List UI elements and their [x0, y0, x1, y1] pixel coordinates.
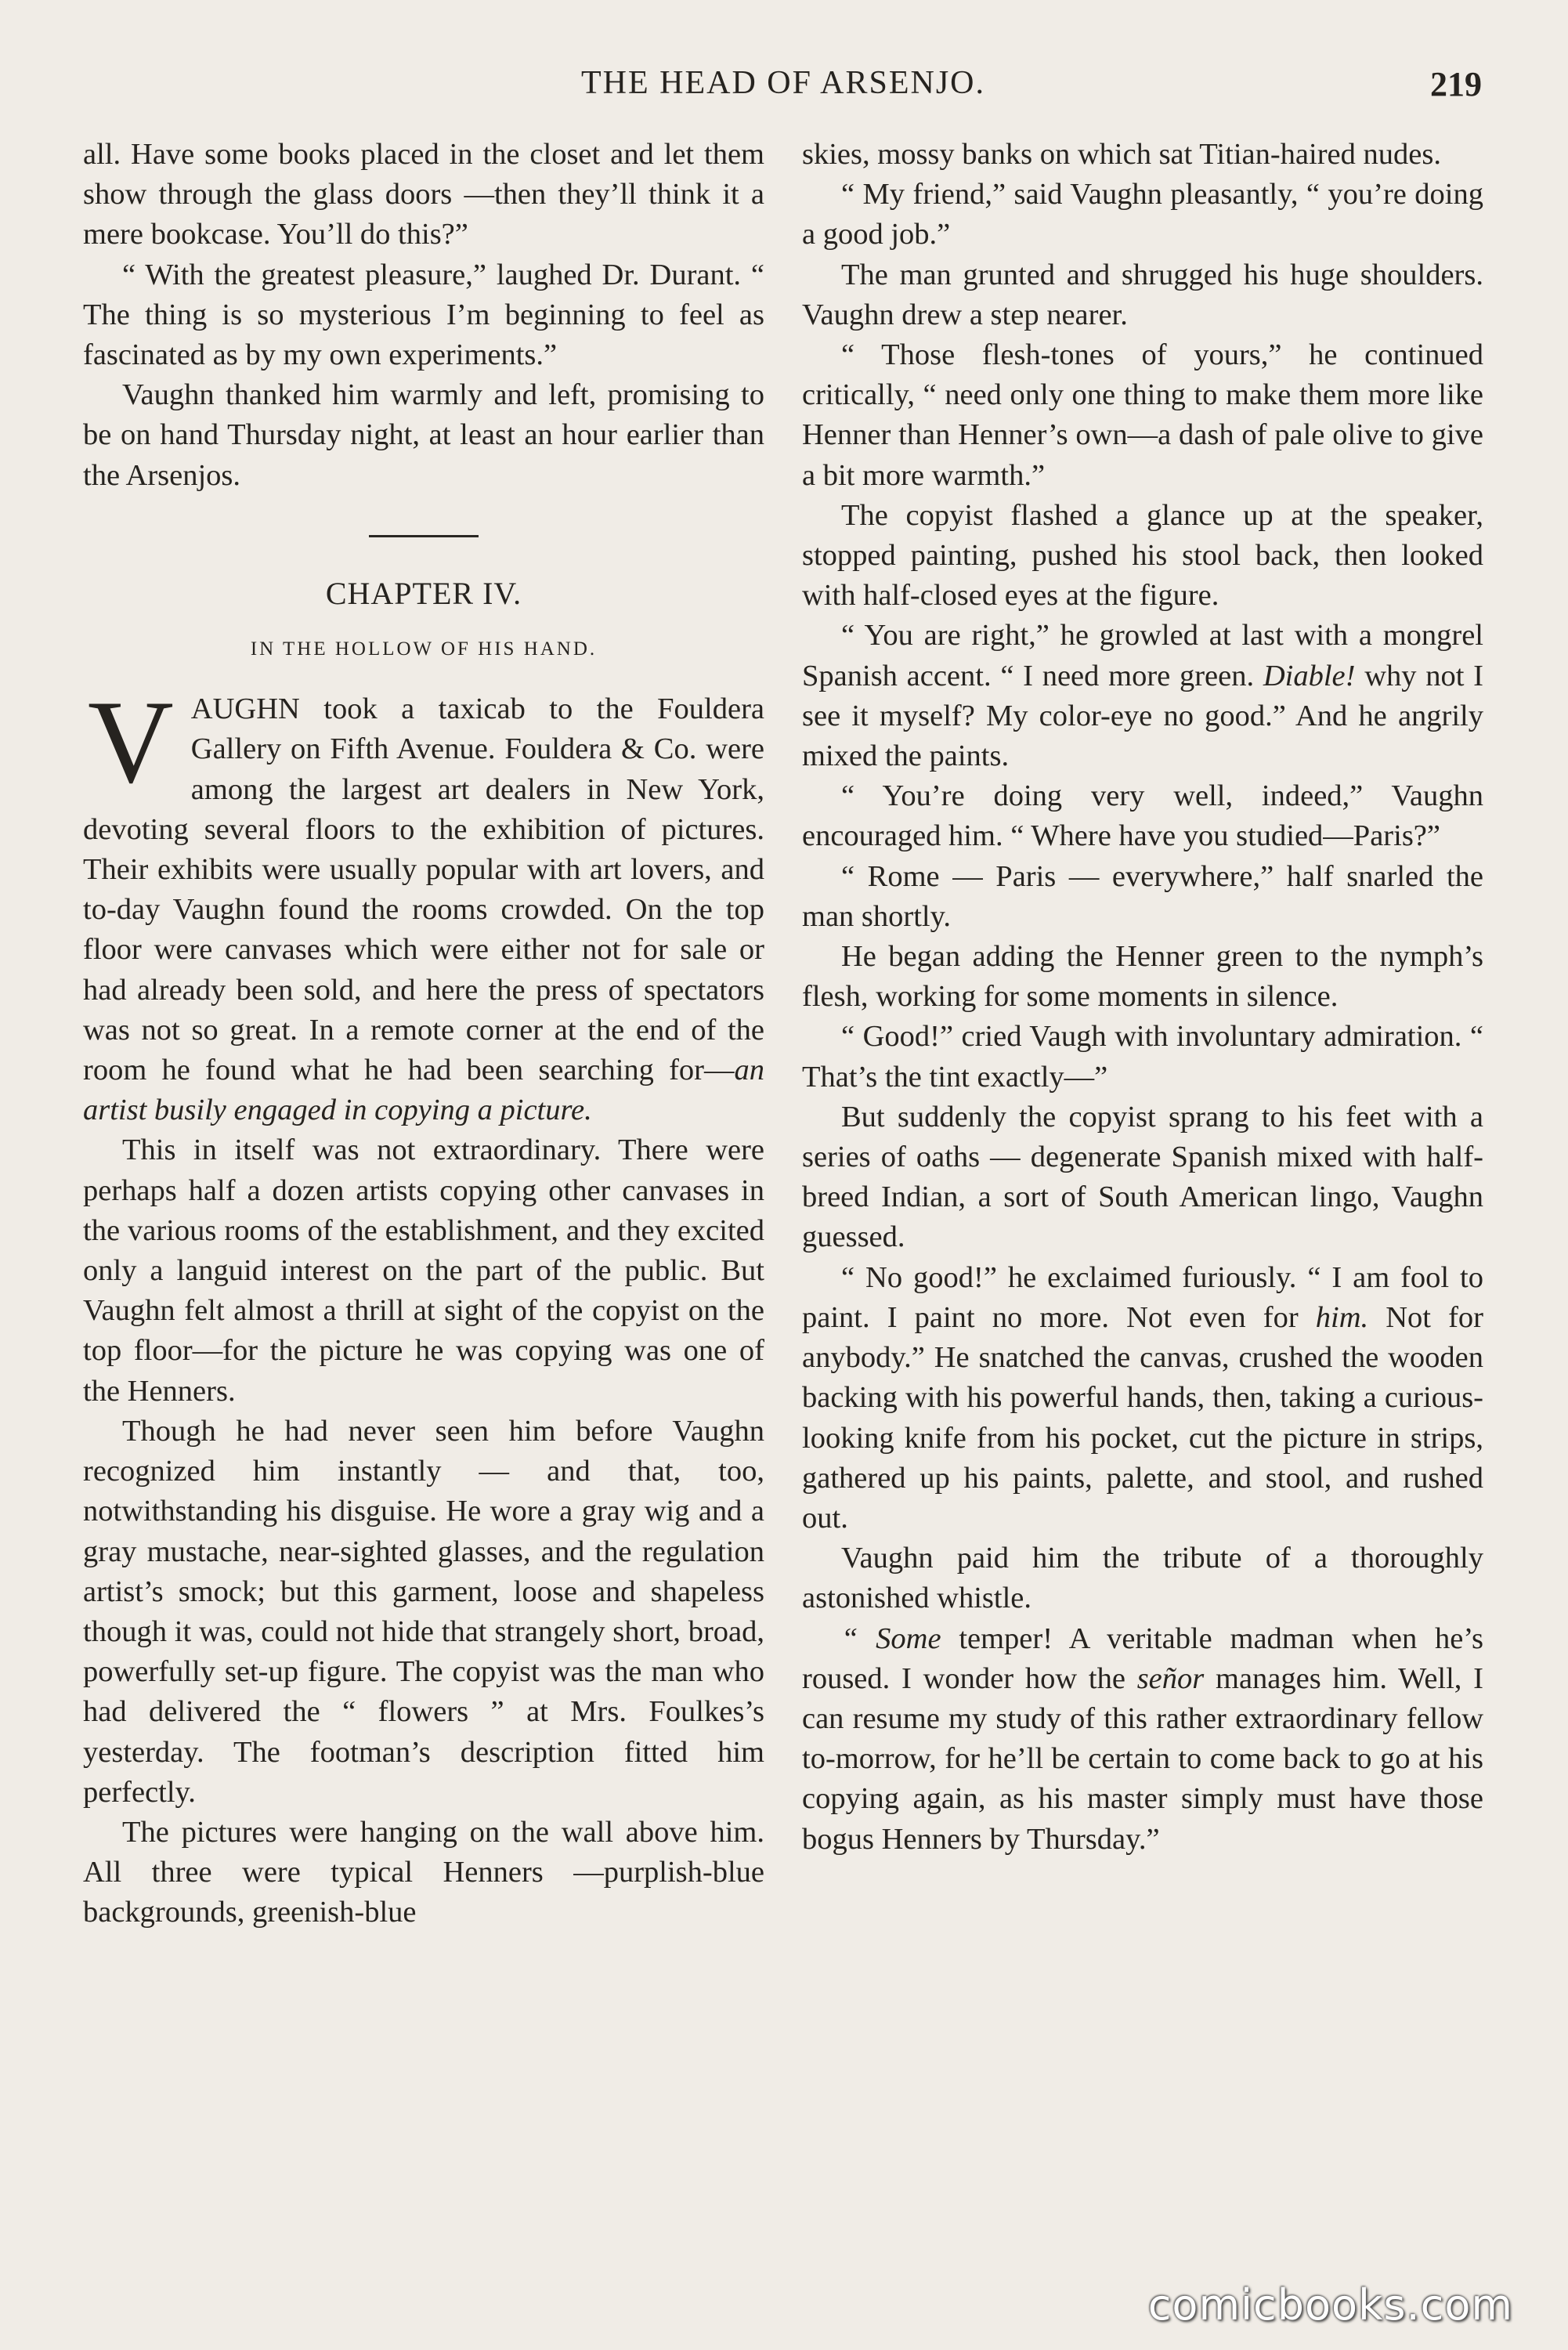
page-number: 219: [1430, 65, 1482, 103]
italic-text: him.: [1315, 1300, 1369, 1334]
paragraph: He began adding the Henner green to the nymph’s flesh, working for some moments in silence.: [802, 940, 1483, 1014]
paragraph: [802, 1258, 1483, 1538]
paragraph: “ With the greatest pleasure,” laughed Dr. Durant. “ The thing is so mysterious I’m beginning to feel as fascinated as by my own experiments.”: [83, 258, 764, 372]
paragraph: skies, mossy banks on which sat Titian-haired nudes.: [802, 138, 1441, 171]
chapter-subtitle: IN THE HOLLOW OF HIS HAND.: [250, 638, 598, 660]
paragraph-text: temper! A veritable madman when he’s roused. I wonder how the: [802, 1622, 1483, 1695]
paragraph: The pictures were hanging on the wall above him. All three were typical Henners —purplish-blue backgrounds, greenish-blue: [83, 1815, 764, 1929]
paragraph: The man grunted and shrugged his huge shoulders. Vaughn drew a step nearer.: [802, 258, 1483, 331]
paragraph: “ You’re doing very well, indeed,” Vaughn encouraged him. “ Where have you studied—Paris?”: [802, 779, 1483, 853]
paragraph: [802, 616, 1483, 776]
paragraph-text: AUGHN took a taxicab to the Fouldera Gallery on Fifth Avenue. Fouldera & Co. were among the largest art dealers in New York, devoting several floors to the exhibition of pictures. Their exhibits were usually popular with art lovers, and to-day Vaughn found the rooms crowded. On the top floor were canvases which were either not for sale or had already been sold, and here the press of spectators was not so great. In a remote corner at the end of the room he found what he had been searching for—: [83, 692, 764, 1087]
left-column: [83, 135, 764, 1933]
paragraph: [802, 1619, 1483, 1860]
paragraph: This in itself was not extraordinary. There were perhaps half a dozen artists copying other canvases in the various rooms of the establishment, and they excited only a languid interest on the part of the public. But Vaughn felt almost a thrill at sight of the copyist on the top floor—for the picture he was copying was one of the Henners.: [83, 1133, 764, 1408]
paragraph: The copyist flashed a glance up at the speaker, stopped painting, pushed his stool back, then looked with half-closed eyes at the figure.: [802, 498, 1483, 613]
paragraph-text: why not I see it myself? My color-eye no good.” And he angrily mixed the paints.: [802, 659, 1483, 773]
paragraph-text: Not for anybody.” He snatched the canvas, crushed the wooden backing with his powerful hands, then, taking a curious-looking knife from his pocket, cut the picture in strips, gathered up his paints, palette, and stool, and rushed out.: [802, 1300, 1483, 1535]
italic-text: an artist busily engaged in copying a picture.: [83, 1054, 764, 1127]
paragraph-text: “ You are right,” he growled at last with a mongrel Spanish accent. “ I need more green.: [802, 619, 1483, 692]
section-divider: [369, 535, 479, 537]
paragraph: “ Good!” cried Vaugh with involuntary admiration. “ That’s the tint exactly—”: [802, 1020, 1483, 1094]
running-title: THE HEAD OF ARSENJO.: [580, 65, 986, 101]
paragraph: Vaughn paid him the tribute of a thoroughly astonished whistle.: [802, 1542, 1483, 1615]
paragraph: “ Rome — Paris — everywhere,” half snarled the man shortly.: [802, 859, 1483, 933]
drop-cap: V: [88, 676, 174, 808]
chapter-opening-paragraph: [83, 676, 764, 1130]
paragraph: “ Those flesh-tones of yours,” he continued critically, “ need only one thing to make them more like Henner than Henner’s own—a dash of pale olive to give a bit more warmth.”: [802, 338, 1483, 492]
paragraph-text: “ No good!” he exclaimed furiously. “ I am fool to paint. I paint no more. Not even for: [802, 1260, 1483, 1334]
watermark: comicbooks.com: [1147, 2280, 1513, 2330]
paragraph: “ My friend,” said Vaughn pleasantly, “ you’re doing a good job.”: [802, 178, 1483, 251]
paragraph: all. Have some books placed in the closet and let them show through the glass doors —then they’ll think it a mere bookcase. You’ll do this?”: [83, 138, 764, 251]
paragraph: But suddenly the copyist sprang to his feet with a series of oaths — degenerate Spanish mixed with half-breed Indian, a sort of South American lingo, Vaughn guessed.: [802, 1100, 1483, 1254]
italic-text: señor: [1136, 1661, 1205, 1695]
paragraph: Though he had never seen him before Vaughn recognized him instantly — and that, too, notwithstanding his disguise. He wore a gray wig and a gray mustache, near-sighted glasses, and the regulation artist’s smock; but this garment, loose and shapeless though it was, could not hide that strangely short, broad, powerfully set-up figure. The copyist was the man who had delivered the “ flowers ” at Mrs. Foulkes’s yesterday. The footman’s description fitted him perfectly.: [83, 1414, 764, 1809]
paragraph: Vaughn thanked him warmly and left, promising to be on hand Thursday night, at least an hour earlier than the Arsenjos.: [83, 378, 764, 492]
italic-text: Diable!: [1263, 659, 1356, 692]
italic-text: “ Some: [841, 1622, 941, 1655]
chapter-title: CHAPTER IV.: [325, 575, 522, 611]
right-column: [802, 135, 1483, 1860]
page-header: [78, 64, 1488, 111]
paragraph-text: manages him. Well, I can resume my study of this rather extraordinary fellow to-morrow, for he’ll be certain to come back to go at his copying again, as his master simply must have those bogus Henners by Thursday.”: [802, 1661, 1484, 1856]
